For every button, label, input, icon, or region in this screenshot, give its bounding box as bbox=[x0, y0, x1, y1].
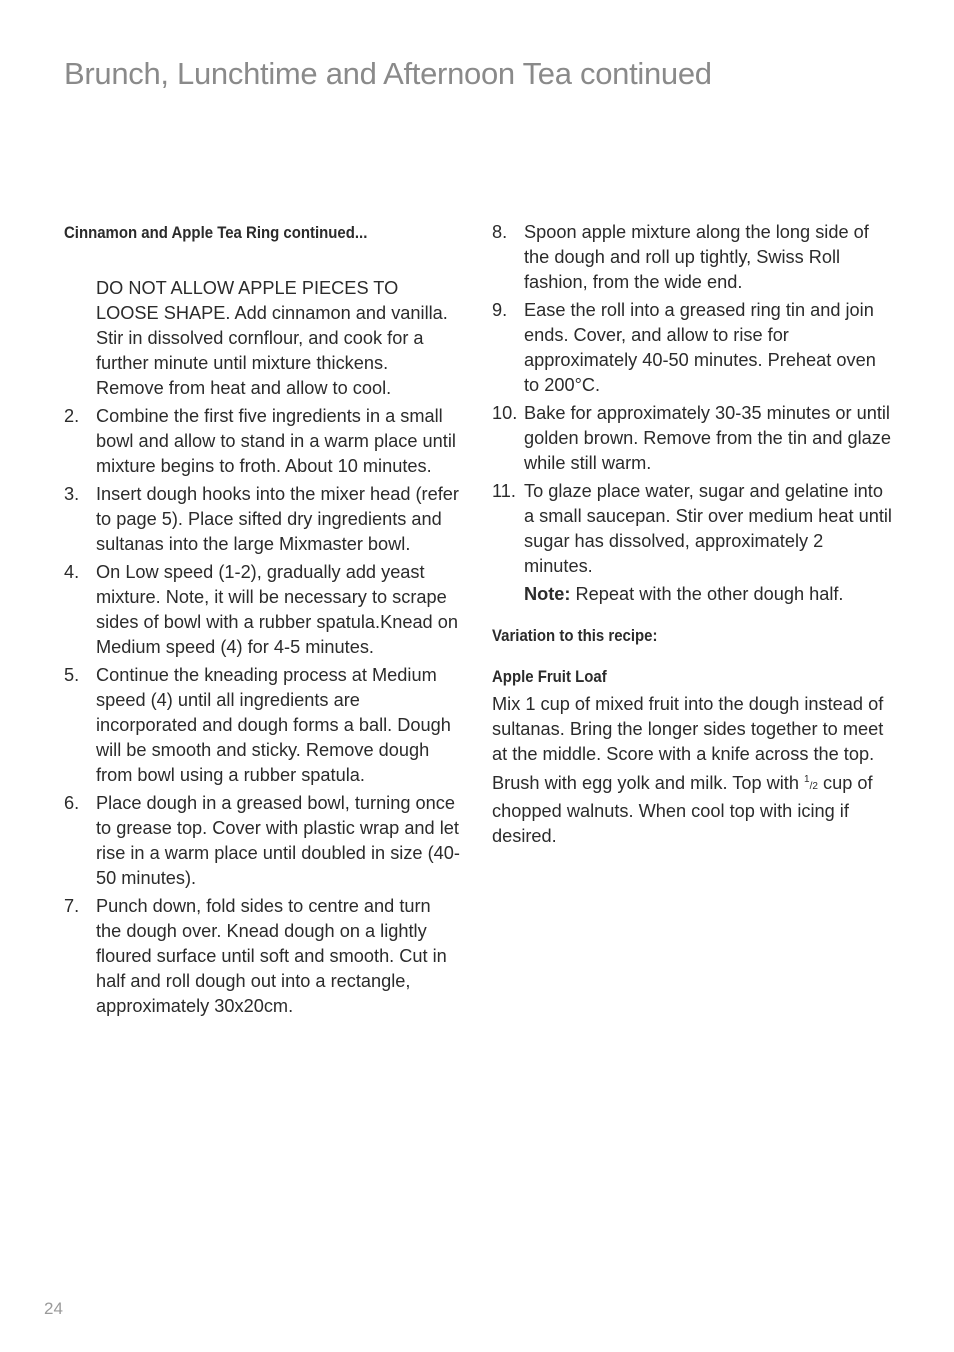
step-number: 3. bbox=[64, 484, 80, 504]
step-number: 10. bbox=[492, 403, 518, 423]
step-number: 4. bbox=[64, 562, 80, 582]
step-item bbox=[492, 220, 892, 295]
note-label: Note: bbox=[524, 584, 571, 604]
left-column bbox=[64, 220, 460, 1022]
step-number: 6. bbox=[64, 793, 80, 813]
step-item bbox=[64, 404, 460, 479]
step-item bbox=[492, 479, 892, 579]
step-text: On Low speed (1-2), gradually add yeast mixture. Note, it will be necessary to scrape sides of bowl with a rubber spatula.Knead on Medium speed (4) for 4-5 minutes. bbox=[96, 562, 458, 657]
fraction-numerator: 1 bbox=[804, 774, 810, 785]
variation-heading: Variation to this recipe: bbox=[492, 626, 658, 645]
step-text: Insert dough hooks into the mixer head (refer to page 5). Place sifted dry ingredients and sultanas into the large Mixmaster bowl. bbox=[96, 484, 459, 554]
step-text: To glaze place water, sugar and gelatine into a small saucepan. Stir over medium heat until sugar has dissolved, approximately 2 minutes. bbox=[524, 481, 892, 576]
step-number: 5. bbox=[64, 665, 80, 685]
note-text: Repeat with the other dough half. bbox=[570, 584, 844, 604]
step-text: Punch down, fold sides to centre and turn the dough over. Knead dough on a lightly floured surface until soft and smooth. Cut in half and roll dough out into a rectangle, approximately 30x20cm. bbox=[96, 896, 447, 1016]
step-text: Combine the first five ingredients in a small bowl and allow to stand in a warm place until mixture begins to froth. About 10 minutes. bbox=[96, 406, 456, 476]
step-text: Spoon apple mixture along the long side of the dough and roll up tightly, Swiss Roll fashion, from the wide end. bbox=[524, 222, 869, 292]
variation-paragraph bbox=[492, 692, 892, 849]
paragraph-text: Mix 1 cup of mixed fruit into the dough instead of sultanas. Bring the longer sides together to meet at the middle. Score with a knife across the top. Brush with egg yolk and milk. Top with bbox=[492, 694, 884, 793]
step-item bbox=[64, 560, 460, 660]
paragraph-text: cup of chopped walnuts. When cool top with icing if desired. bbox=[492, 773, 873, 846]
step-text: Bake for approximately 30-35 minutes or until golden brown. Remove from the tin and glaze while still warm. bbox=[524, 403, 891, 473]
continuation-text: DO NOT ALLOW APPLE PIECES TO LOOSE SHAPE. Add cinnamon and vanilla. Stir in dissolved cornflour, and cook for a further minute until mixture thickens. Remove from heat and allow to cool. bbox=[96, 278, 448, 398]
step-number: 2. bbox=[64, 406, 80, 426]
step-text: Ease the roll into a greased ring tin and join ends. Cover, and allow to rise for approximately 40-50 minutes. Preheat oven to 200°C. bbox=[524, 300, 876, 395]
step-number: 11. bbox=[492, 481, 516, 501]
page-number: 24 bbox=[44, 1299, 63, 1318]
step-item bbox=[64, 663, 460, 788]
step-number: 7. bbox=[64, 896, 80, 916]
fraction bbox=[804, 774, 818, 792]
step-item bbox=[64, 894, 460, 1019]
recipe-heading: Cinnamon and Apple Tea Ring continued... bbox=[64, 223, 368, 242]
page-title: Brunch, Lunchtime and Afternoon Tea continued bbox=[64, 56, 712, 91]
right-column bbox=[492, 220, 892, 849]
step-number: 8. bbox=[492, 222, 508, 242]
step-item bbox=[64, 482, 460, 557]
step-item bbox=[64, 791, 460, 891]
step-item bbox=[492, 298, 892, 398]
step-item bbox=[492, 401, 892, 476]
variation-subheading: Apple Fruit Loaf bbox=[492, 667, 607, 686]
step-text: Place dough in a greased bowl, turning once to grease top. Cover with plastic wrap and let rise in a warm place until doubled in size (40-50 minutes). bbox=[96, 793, 460, 888]
note bbox=[492, 582, 892, 607]
step-text: Continue the kneading process at Medium speed (4) until all ingredients are incorporated and dough forms a ball. Dough will be smooth and sticky. Remove dough from bowl using a rubber spatula. bbox=[96, 665, 451, 785]
step-number: 9. bbox=[492, 300, 508, 320]
fraction-slash: / bbox=[809, 781, 813, 792]
fraction-denominator: 2 bbox=[812, 781, 818, 792]
